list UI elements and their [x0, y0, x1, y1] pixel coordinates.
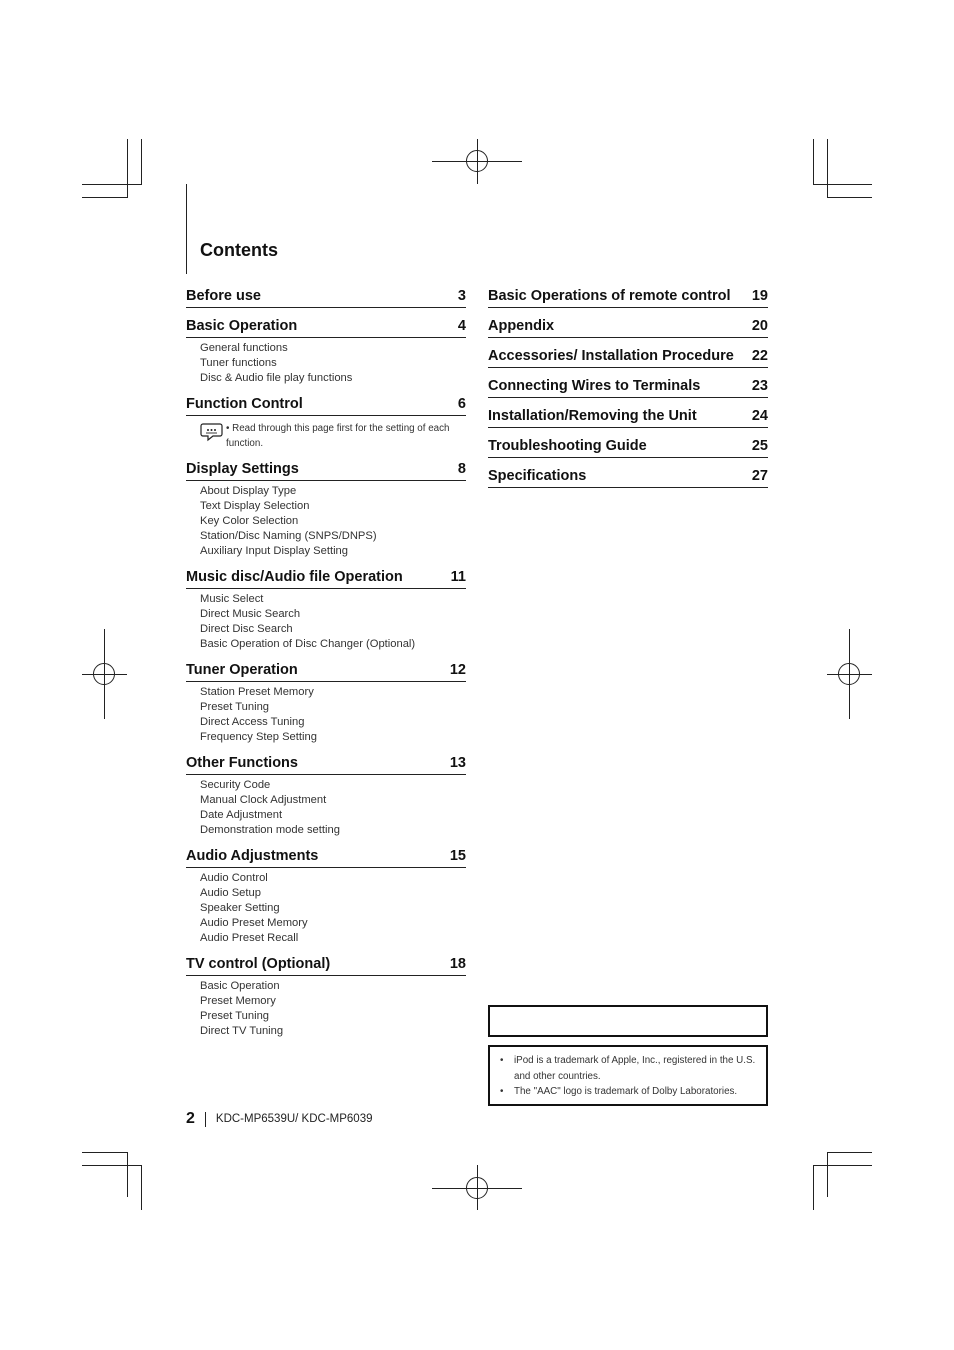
- section-title: Tuner Operation: [186, 662, 298, 678]
- section-page: 23: [751, 378, 768, 394]
- toc-item: Direct TV Tuning: [200, 1025, 284, 1037]
- trademark-item: • The "AAC" logo is trademark of Dolby Laboratories.: [500, 1084, 758, 1100]
- section-title: Troubleshooting Guide: [488, 438, 647, 454]
- section-title: Music disc/Audio file Operation: [186, 569, 403, 585]
- title-bar: [186, 184, 187, 274]
- toc-item: Tuner functions: [200, 357, 277, 369]
- toc-left-column: [186, 286, 466, 1047]
- toc-item: Preset Tuning: [200, 701, 270, 713]
- section-title: Appendix: [488, 318, 555, 334]
- section-title: Display Settings: [186, 461, 299, 477]
- section-page: 24: [751, 408, 768, 424]
- toc-section[interactable]: [186, 954, 466, 1039]
- section-title: Audio Adjustments: [186, 848, 319, 864]
- toc-section[interactable]: [488, 466, 768, 488]
- section-page: 27: [751, 468, 768, 484]
- toc-item: Audio Control: [200, 872, 268, 884]
- page-number: 2: [186, 1110, 195, 1127]
- section-title: TV control (Optional): [186, 956, 331, 972]
- toc-section[interactable]: [488, 316, 768, 338]
- section-page: 20: [751, 318, 768, 334]
- toc-item: Basic Operation of Disc Changer (Optional): [200, 638, 416, 650]
- section-page: 12: [449, 662, 466, 678]
- section-page: 4: [457, 318, 466, 334]
- toc-item: Key Color Selection: [200, 515, 299, 527]
- toc-item: Demonstration mode setting: [200, 824, 340, 836]
- toc-section[interactable]: [186, 316, 466, 386]
- trademark-item: • iPod is a trademark of Apple, Inc., registered in the U.S. and other countries.: [500, 1053, 758, 1084]
- toc-section[interactable]: [488, 406, 768, 428]
- section-title: Specifications: [488, 468, 587, 484]
- toc-item: About Display Type: [200, 485, 297, 497]
- page-title: Contents: [200, 240, 278, 260]
- toc-section[interactable]: [186, 660, 466, 745]
- empty-frame: [488, 1005, 768, 1037]
- toc-item: Basic Operation: [200, 980, 280, 992]
- toc-item: Direct Disc Search: [200, 623, 293, 635]
- section-page: 6: [457, 396, 466, 412]
- section-title: Connecting Wires to Terminals: [488, 378, 701, 394]
- toc-item: Speaker Setting: [200, 902, 280, 914]
- toc-item: Disc & Audio file play functions: [200, 372, 353, 384]
- section-page: 22: [751, 348, 768, 364]
- section-title: Basic Operations of remote control: [488, 288, 731, 304]
- toc-item: Music Select: [200, 593, 264, 605]
- toc-item: Auxiliary Input Display Setting: [200, 545, 348, 557]
- speech-bubble-note-icon: [200, 421, 224, 443]
- toc-item: Frequency Step Setting: [200, 731, 317, 743]
- section-title: Installation/Removing the Unit: [488, 408, 697, 424]
- toc-section[interactable]: [488, 286, 768, 308]
- section-title: Function Control: [186, 396, 303, 412]
- toc-item: Direct Access Tuning: [200, 716, 305, 728]
- section-page: 8: [457, 461, 466, 477]
- trademark-text: The "AAC" logo is trademark of Dolby Laboratories.: [514, 1086, 738, 1097]
- toc-item: Audio Preset Memory: [200, 917, 308, 929]
- model-name: KDC-MP6539U/ KDC-MP6039: [215, 1113, 373, 1125]
- toc-section[interactable]: [186, 567, 466, 652]
- toc-section[interactable]: [488, 346, 768, 368]
- toc-section[interactable]: [186, 394, 466, 451]
- section-page: 3: [457, 288, 466, 304]
- toc-section[interactable]: [186, 459, 466, 559]
- toc-item: Date Adjustment: [200, 809, 283, 821]
- footer-divider: [205, 1112, 206, 1127]
- section-page: 11: [450, 569, 466, 585]
- toc-item: Audio Setup: [200, 887, 261, 899]
- section-title: Basic Operation: [186, 318, 298, 334]
- toc-item: Station/Disc Naming (SNPS/DNPS): [200, 530, 377, 542]
- toc-item: General functions: [200, 342, 288, 354]
- toc-item: Direct Music Search: [200, 608, 301, 620]
- toc-item: Audio Preset Recall: [200, 932, 299, 944]
- section-title: Other Functions: [186, 755, 298, 771]
- toc-item: Preset Memory: [200, 995, 276, 1007]
- toc-item: Preset Tuning: [200, 1010, 270, 1022]
- section-page: 13: [449, 755, 466, 771]
- note: [186, 416, 466, 451]
- section-page: 15: [449, 848, 466, 864]
- section-page: 19: [751, 288, 768, 304]
- toc-item: Station Preset Memory: [200, 686, 314, 698]
- toc-section[interactable]: [186, 753, 466, 838]
- toc-section[interactable]: [488, 436, 768, 458]
- trademark-box: [488, 1045, 768, 1106]
- section-page: 18: [449, 956, 466, 972]
- toc-section[interactable]: [186, 286, 466, 308]
- toc-section[interactable]: [488, 376, 768, 398]
- section-title: Before use: [186, 288, 261, 304]
- section-page: 25: [751, 438, 768, 454]
- toc-section[interactable]: [186, 846, 466, 946]
- toc-item: Security Code: [200, 779, 271, 791]
- trademark-text: iPod is a trademark of Apple, Inc., registered in the U.S. and other countries.: [514, 1055, 756, 1082]
- note-text: • Read through this page first for the setting of each function.: [226, 423, 450, 449]
- toc-right-column: [488, 286, 768, 496]
- toc-item: Manual Clock Adjustment: [200, 794, 327, 806]
- section-title: Accessories/ Installation Procedure: [488, 348, 734, 364]
- toc-item: Text Display Selection: [200, 500, 310, 512]
- page-footer: [186, 1110, 373, 1128]
